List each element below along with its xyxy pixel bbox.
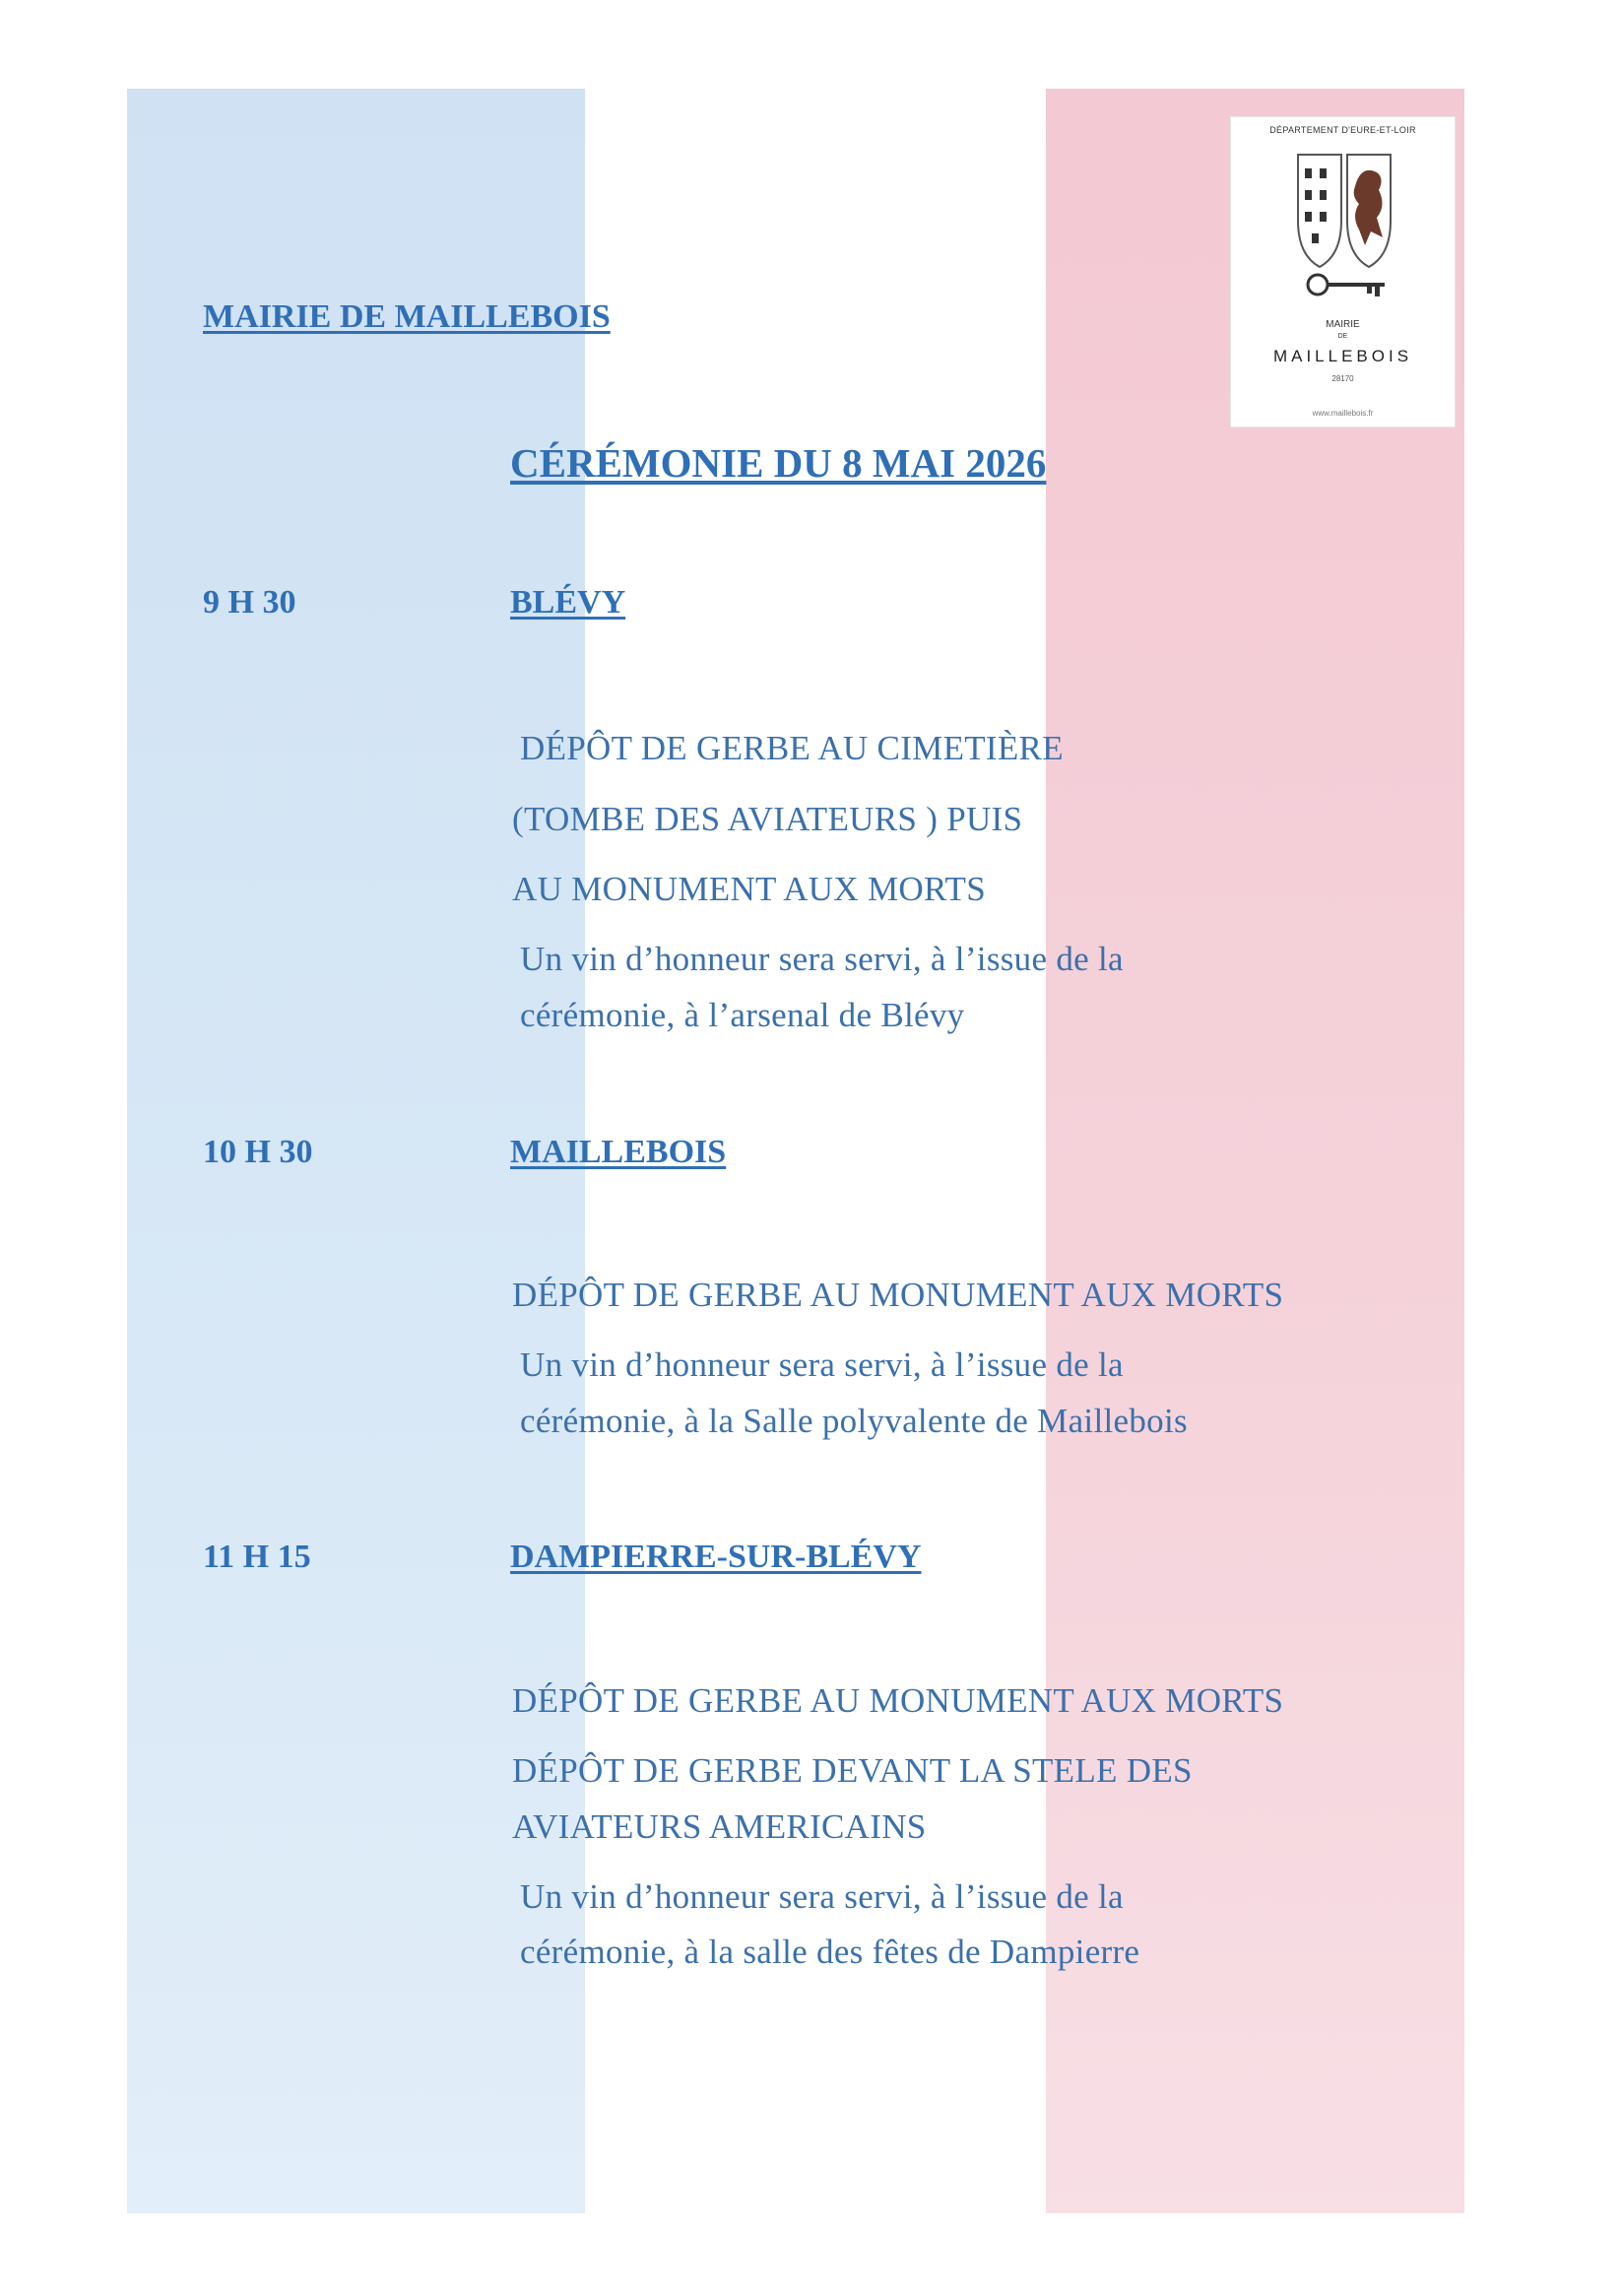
logo-department: DÉPARTEMENT D'EURE-ET-LOIR bbox=[1269, 125, 1416, 135]
logo-town: MAILLEBOIS bbox=[1272, 347, 1413, 365]
mairie-heading: MAIRIE DE MAILLEBOIS bbox=[203, 298, 611, 335]
event-line: AVIATEURS AMERICAINS bbox=[512, 1807, 927, 1846]
event-line: cérémonie, à la Salle polyvalente de Maillebois bbox=[520, 1402, 1188, 1440]
event-line: Un vin d’honneur sera servi, à l’issue de la bbox=[520, 1345, 1124, 1384]
event-line: cérémonie, à la salle des fêtes de Dampierre bbox=[520, 1933, 1140, 1971]
event-line: AU MONUMENT AUX MORTS bbox=[512, 870, 986, 908]
event-time: 9 H 30 bbox=[203, 584, 296, 621]
coat-of-arms-icon bbox=[1290, 147, 1398, 314]
event-time: 10 H 30 bbox=[203, 1134, 313, 1170]
logo-mairie: MAIRIE bbox=[1326, 319, 1360, 330]
event-line: Un vin d’honneur sera servi, à l’issue de la bbox=[520, 940, 1124, 978]
event-place: DAMPIERRE-SUR-BLÉVY bbox=[510, 1539, 922, 1575]
event-line: (TOMBE DES AVIATEURS ) PUIS bbox=[512, 800, 1023, 838]
logo-de: DE bbox=[1337, 333, 1348, 340]
event-line: DÉPÔT DE GERBE DEVANT LA STELE DES bbox=[512, 1751, 1193, 1790]
event-line: DÉPÔT DE GERBE AU MONUMENT AUX MORTS bbox=[512, 1276, 1284, 1314]
logo-website: www.maillebois.fr bbox=[1312, 409, 1374, 418]
event-place: MAILLEBOIS bbox=[510, 1134, 727, 1170]
page-title: CÉRÉMONIE DU 8 MAI 2026 bbox=[510, 440, 1047, 486]
town-logo bbox=[1230, 116, 1456, 427]
event-line: DÉPÔT DE GERBE AU MONUMENT AUX MORTS bbox=[512, 1681, 1284, 1720]
event-place: BLÉVY bbox=[510, 584, 626, 621]
event-line: DÉPÔT DE GERBE AU CIMETIÈRE bbox=[520, 729, 1064, 767]
event-time: 11 H 15 bbox=[203, 1539, 311, 1575]
event-line: Un vin d’honneur sera servi, à l’issue de la bbox=[520, 1877, 1124, 1916]
event-line: cérémonie, à l’arsenal de Blévy bbox=[520, 996, 965, 1034]
logo-postcode: 28170 bbox=[1331, 374, 1354, 383]
